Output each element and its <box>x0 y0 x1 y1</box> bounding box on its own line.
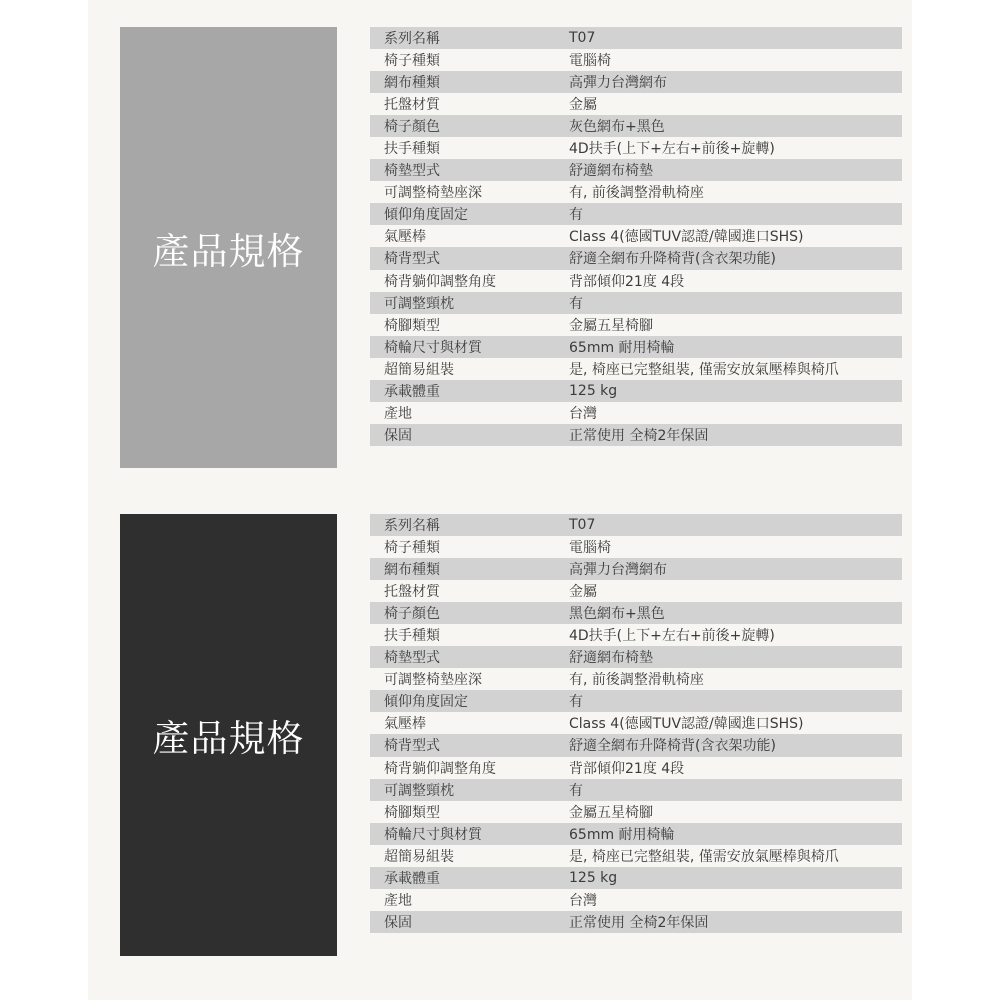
spec-value: 舒適全網布升降椅背(含衣架功能) <box>569 738 776 755</box>
spec-key: 托盤材質 <box>384 97 440 114</box>
spec-value: 4D扶手(上下+左右+前後+旋轉) <box>569 141 775 158</box>
spec-value: 正常使用 全椅2年保固 <box>569 914 709 931</box>
spec-value: 是, 椅座已完整組裝, 僅需安放氣壓棒與椅爪 <box>569 848 839 865</box>
spec-key: 可調整頸枕 <box>384 295 454 312</box>
spec-row <box>370 203 902 225</box>
spec-key: 椅背型式 <box>384 251 440 268</box>
spec-row <box>370 668 902 690</box>
spec-key: 超簡易組裝 <box>384 848 454 865</box>
spec-key: 氣壓棒 <box>384 229 426 246</box>
spec-value: 有, 前後調整滑軌椅座 <box>569 185 704 202</box>
spec-row <box>370 690 902 712</box>
spec-row <box>370 712 902 734</box>
spec-value: Class 4(德國TUV認證/韓國進口SHS) <box>569 716 804 733</box>
spec-row <box>370 779 902 801</box>
spec-value: Class 4(德國TUV認證/韓國進口SHS) <box>569 229 804 246</box>
spec-value: 灰色網布+黑色 <box>569 119 665 136</box>
spec-value: 65mm 耐用椅輪 <box>569 826 675 843</box>
spec-row <box>370 845 902 867</box>
spec-row <box>370 624 902 646</box>
spec-row <box>370 159 902 181</box>
spec-key: 椅子種類 <box>384 540 440 557</box>
spec-value: 有 <box>569 782 583 799</box>
spec-row <box>370 225 902 247</box>
spec-key: 椅背躺仰調整角度 <box>384 273 496 290</box>
spec-row <box>370 536 902 558</box>
spec-key: 承載體重 <box>384 383 440 400</box>
spec-key: 傾仰角度固定 <box>384 207 468 224</box>
spec-key: 可調整椅墊座深 <box>384 185 482 202</box>
spec-row <box>370 757 902 779</box>
spec-row <box>370 734 902 756</box>
spec-key: 保固 <box>384 914 412 931</box>
spec-table <box>370 27 902 446</box>
spec-row <box>370 514 902 536</box>
spec-key: 椅墊型式 <box>384 650 440 667</box>
spec-value: 是, 椅座已完整組裝, 僅需安放氣壓棒與椅爪 <box>569 361 839 378</box>
spec-value: 金屬 <box>569 584 597 601</box>
spec-key: 承載體重 <box>384 870 440 887</box>
spec-value: 125 kg <box>569 869 618 886</box>
spec-value: 電腦椅 <box>569 540 611 557</box>
spec-value: 正常使用 全椅2年保固 <box>569 427 709 444</box>
spec-value: 有 <box>569 207 583 224</box>
spec-key: 產地 <box>384 405 412 422</box>
spec-row <box>370 181 902 203</box>
spec-key: 椅子顏色 <box>384 119 440 136</box>
spec-key: 可調整椅墊座深 <box>384 672 482 689</box>
spec-row <box>370 115 902 137</box>
spec-value: 金屬 <box>569 97 597 114</box>
spec-value: 金屬五星椅腳 <box>569 317 653 334</box>
spec-key: 椅子顏色 <box>384 606 440 623</box>
spec-value: 背部傾仰21度 4段 <box>569 760 685 777</box>
spec-key: 托盤材質 <box>384 584 440 601</box>
spec-key: 椅墊型式 <box>384 163 440 180</box>
spec-row <box>370 137 902 159</box>
spec-value: 金屬五星椅腳 <box>569 804 653 821</box>
spec-value: 舒適全網布升降椅背(含衣架功能) <box>569 251 776 268</box>
spec-title-panel <box>120 514 337 956</box>
spec-value: 65mm 耐用椅輪 <box>569 339 675 356</box>
spec-key: 保固 <box>384 427 412 444</box>
spec-value: 台灣 <box>569 892 597 909</box>
spec-key: 產地 <box>384 892 412 909</box>
spec-value: 有 <box>569 295 583 312</box>
spec-key: 超簡易組裝 <box>384 361 454 378</box>
spec-key: 系列名稱 <box>384 518 440 535</box>
spec-key: 椅輪尺寸與材質 <box>384 826 482 843</box>
spec-key: 網布種類 <box>384 75 440 92</box>
spec-value: 有, 前後調整滑軌椅座 <box>569 672 704 689</box>
spec-row <box>370 314 902 336</box>
spec-row <box>370 558 902 580</box>
spec-row <box>370 292 902 314</box>
spec-row <box>370 49 902 71</box>
spec-key: 可調整頸枕 <box>384 782 454 799</box>
spec-row <box>370 911 902 933</box>
spec-title: 產品規格 <box>152 717 305 760</box>
spec-key: 椅子種類 <box>384 53 440 70</box>
spec-key: 扶手種類 <box>384 141 440 158</box>
spec-row <box>370 270 902 292</box>
spec-key: 椅腳類型 <box>384 317 440 334</box>
spec-key: 椅背躺仰調整角度 <box>384 760 496 777</box>
spec-value: 125 kg <box>569 382 618 399</box>
spec-row <box>370 336 902 358</box>
spec-row <box>370 93 902 115</box>
spec-value: 舒適網布椅墊 <box>569 650 653 667</box>
spec-row <box>370 27 902 49</box>
spec-row <box>370 424 902 446</box>
spec-key: 網布種類 <box>384 562 440 579</box>
spec-title: 產品規格 <box>152 229 305 273</box>
spec-row <box>370 602 902 624</box>
spec-value: 電腦椅 <box>569 53 611 70</box>
spec-title-panel <box>120 27 337 468</box>
spec-row <box>370 71 902 93</box>
spec-value: 高彈力台灣網布 <box>569 75 667 92</box>
spec-table <box>370 514 902 933</box>
spec-row <box>370 646 902 668</box>
spec-value: 台灣 <box>569 405 597 422</box>
spec-key: 氣壓棒 <box>384 716 426 733</box>
spec-value: 舒適網布椅墊 <box>569 163 653 180</box>
spec-row <box>370 402 902 424</box>
spec-value: 背部傾仰21度 4段 <box>569 273 685 290</box>
spec-value: 有 <box>569 694 583 711</box>
spec-row <box>370 580 902 602</box>
spec-key: 椅腳類型 <box>384 804 440 821</box>
spec-row <box>370 358 902 380</box>
spec-row <box>370 247 902 269</box>
spec-row <box>370 801 902 823</box>
spec-row <box>370 889 902 911</box>
spec-row <box>370 867 902 889</box>
spec-row <box>370 823 902 845</box>
spec-key: 扶手種類 <box>384 628 440 645</box>
spec-row <box>370 380 902 402</box>
spec-value: 4D扶手(上下+左右+前後+旋轉) <box>569 628 775 645</box>
spec-key: 系列名稱 <box>384 31 440 48</box>
spec-key: 傾仰角度固定 <box>384 694 468 711</box>
spec-value: 高彈力台灣網布 <box>569 562 667 579</box>
spec-value: 黑色網布+黑色 <box>569 606 665 623</box>
spec-key: 椅輪尺寸與材質 <box>384 339 482 356</box>
spec-key: 椅背型式 <box>384 738 440 755</box>
spec-value: T07 <box>569 30 596 47</box>
spec-value: T07 <box>569 517 596 534</box>
